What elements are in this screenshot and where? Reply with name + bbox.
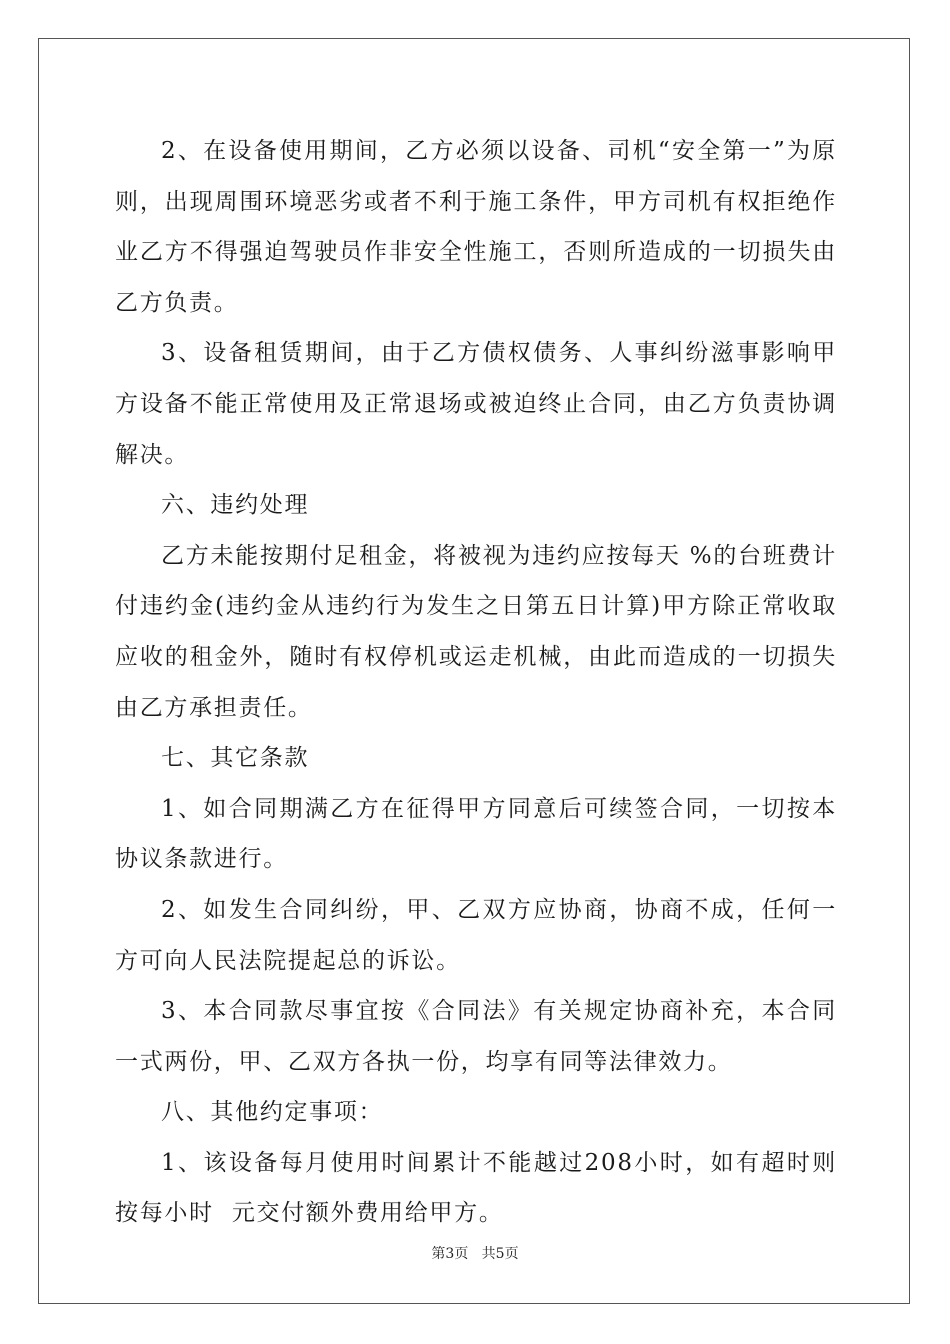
clause-paragraph: 乙方未能按期付足租金，将被视为违约应按每天 %的台班费计付违约金(违约金从违约行为发生之日第五日计算)甲方除正常收取应收的租金外，随时有权停机或运走机械，由此而造成的一切损失由乙方承担责任。 <box>115 542 837 721</box>
section-heading: 八、其他约定事项： <box>161 1099 384 1126</box>
clause-paragraph: 3、本合同款尽事宜按《合同法》有关规定协商补充，本合同一式两份，甲、乙双方各执一份，均享有同等法律效力。 <box>115 998 837 1075</box>
clause-paragraph: 2、如发生合同纠纷，甲、乙双方应协商，协商不成，任何一方可向人民法院提起总的诉讼。 <box>115 896 837 974</box>
section-heading: 六、违约处理 <box>161 492 310 519</box>
clause-paragraph: 1、该设备每月使用时间累计不能越过208小时，如有超时则按每小时 元交付额外费用给甲方。 <box>115 1149 837 1227</box>
clause-paragraph: 3、设备租赁期间，由于乙方债权债务、人事纠纷滋事影响甲方设备不能正常使用及正常退场或被迫终止合同，由乙方负责协调解决。 <box>115 340 837 468</box>
document-body <box>115 126 837 1239</box>
clause-paragraph: 2、在设备使用期间，乙方必须以设备、司机“安全第一”为原则，出现周围环境恶劣或者不利于施工条件，甲方司机有权拒绝作业乙方不得强迫驾驶员作非安全性施工，否则所造成的一切损失由乙方负责。 <box>115 138 837 316</box>
page-number-footer: 第3页 共5页 <box>431 1246 519 1262</box>
section-heading: 七、其它条款 <box>161 745 310 772</box>
clause-paragraph: 1、如合同期满乙方在征得甲方同意后可续签合同，一切按本协议条款进行。 <box>115 795 837 873</box>
